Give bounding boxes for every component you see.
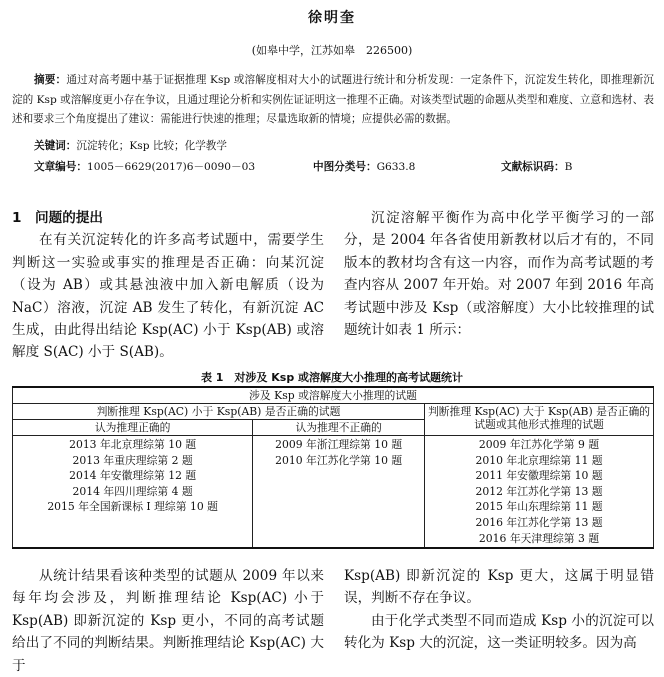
bottom-right-column (344, 565, 654, 655)
document-code (501, 159, 572, 174)
table-group2-header: 判断推理 Ksp(AC) 大于 Ksp(AB) 是否正确的试题或其他形式推理的试题 (425, 404, 654, 436)
table-item: 2015 年山东理综第 11 题 (475, 500, 603, 514)
statistics-table (12, 386, 654, 549)
table-group1-header: 判断推理 Ksp(AC) 小于 Ksp(AB) 是否正确的试题 (13, 404, 425, 420)
table-item: 2012 年江苏化学第 13 题 (475, 484, 603, 498)
author-name: 徐明奎 (308, 10, 356, 26)
table-item: 2014 年安徽理综第 12 题 (69, 469, 197, 483)
section-1-right-column (344, 207, 654, 341)
section-heading: 1 问题的提出 (12, 210, 104, 226)
table-item: 2013 年北京理综第 10 题 (69, 438, 197, 451)
keywords-text: 沉淀转化；Ksp 比较；化学教学 (76, 140, 227, 152)
paragraph: 从统计结果看该种类型的试题从 2009 年以来每年均会涉及，判断推理结论 Ksp(AC) 小于 Ksp(AB) 即新沉淀的 Ksp 更小，不同的高考试题给出了不同的判断结果。判断推理结论 Ksp(AC) 大于 (12, 568, 324, 674)
article-number-label: 文章编号： (34, 161, 87, 173)
clc-value: G633.8 (376, 161, 416, 173)
table-item: 2010 年江苏化学第 10 题 (275, 453, 403, 467)
table-top-header: 涉及 Ksp 或溶解度大小推理的试题 (13, 387, 654, 404)
keywords-label: 关键词： (34, 140, 77, 152)
table-col2-header: 认为推理不正确的 (253, 420, 425, 436)
paragraph: 在有关沉淀转化的许多高考试题中，需要学生判断这一实验或事实的推理是否正确：向某沉淀（设为 AB）或其悬浊液中加入新电解质（设为 NaC）溶液，沉淀 AB 发生了转化，有新沉淀 AC 生成，由此得出结论 Ksp(AC) 小于 Ksp(AB) 或溶解度 S(AC) 小于 S(AB)。 (12, 232, 324, 361)
table-item: 2016 年天津理综第 3 题 (478, 531, 600, 545)
table-col1-header: 认为推理正确的 (13, 420, 253, 436)
table-col1-cell (13, 436, 253, 549)
article-number-value: 1005－6629(2017)6－0090－03 (86, 161, 256, 173)
bottom-left-column (12, 565, 324, 677)
table-item: 2009 年浙江理综第 10 题 (275, 438, 403, 451)
table-item: 2013 年重庆理综第 2 题 (72, 453, 193, 467)
abstract-label: 摘要： (34, 74, 67, 86)
document-code-value: B (564, 161, 573, 173)
abstract-text: 通过对高考题中基于证据推理 Ksp 或溶解度相对大小的试题进行统计和分析发现：一定条件下，沉淀发生转化，即推理新沉淀的 Ksp 或溶解度更小存在争议，且通过理论分析和实例佐证证明这一推理不正确。对该类型试题的命题从类型和难度、立意和选材、表述和要求三个角度提出了建议：需能进行快速的推理；尽量选取新的情境；应提供必需的数据。 (12, 74, 654, 125)
table-col2-cell (253, 436, 425, 549)
clc-number (313, 159, 415, 174)
table-item: 2011 年安徽理综第 10 题 (475, 469, 603, 483)
table-item: 2009 年江苏化学第 9 题 (478, 438, 600, 451)
document-code-label: 文献标识码： (501, 161, 565, 173)
author-affiliation: (如皋中学，江苏如皋 226500) (251, 44, 413, 57)
clc-label: 中图分类号： (313, 161, 377, 173)
paragraph: 沉淀溶解平衡作为高中化学平衡学习的一部分，是 2004 年各省使用新教材以后才有的，不同版本的教材均含有这一内容，而作为高考试题的考查内容从 2007 年开始。对 2007 年到 2016 年高考试题中涉及 Ksp（或溶解度）大小比较推理的试题统计如表 1 所示： (344, 210, 654, 339)
table-col3-cell (425, 436, 654, 549)
paragraph: Ksp(AB) 即新沉淀的 Ksp 更大，这属于明显错误，判断不存在争议。 (344, 568, 654, 607)
paragraph: 由于化学式类型不同而造成 Ksp 小的沉淀可以转化为 Ksp 大的沉淀，这一类证明较多。因为高 (344, 612, 654, 652)
section-1-left-column (12, 207, 324, 364)
keywords (34, 138, 227, 153)
table-item: 2014 年四川理综第 4 题 (72, 484, 193, 498)
article-number (34, 159, 255, 174)
table-caption: 表 1 对涉及 Ksp 或溶解度大小推理的高考试题统计 (200, 371, 464, 384)
table-item: 2010 年北京理综第 11 题 (475, 453, 603, 467)
abstract (12, 71, 654, 130)
table-item: 2015 年全国新课标 I 理综第 10 题 (47, 500, 218, 514)
table-item: 2016 年江苏化学第 13 题 (475, 515, 603, 529)
